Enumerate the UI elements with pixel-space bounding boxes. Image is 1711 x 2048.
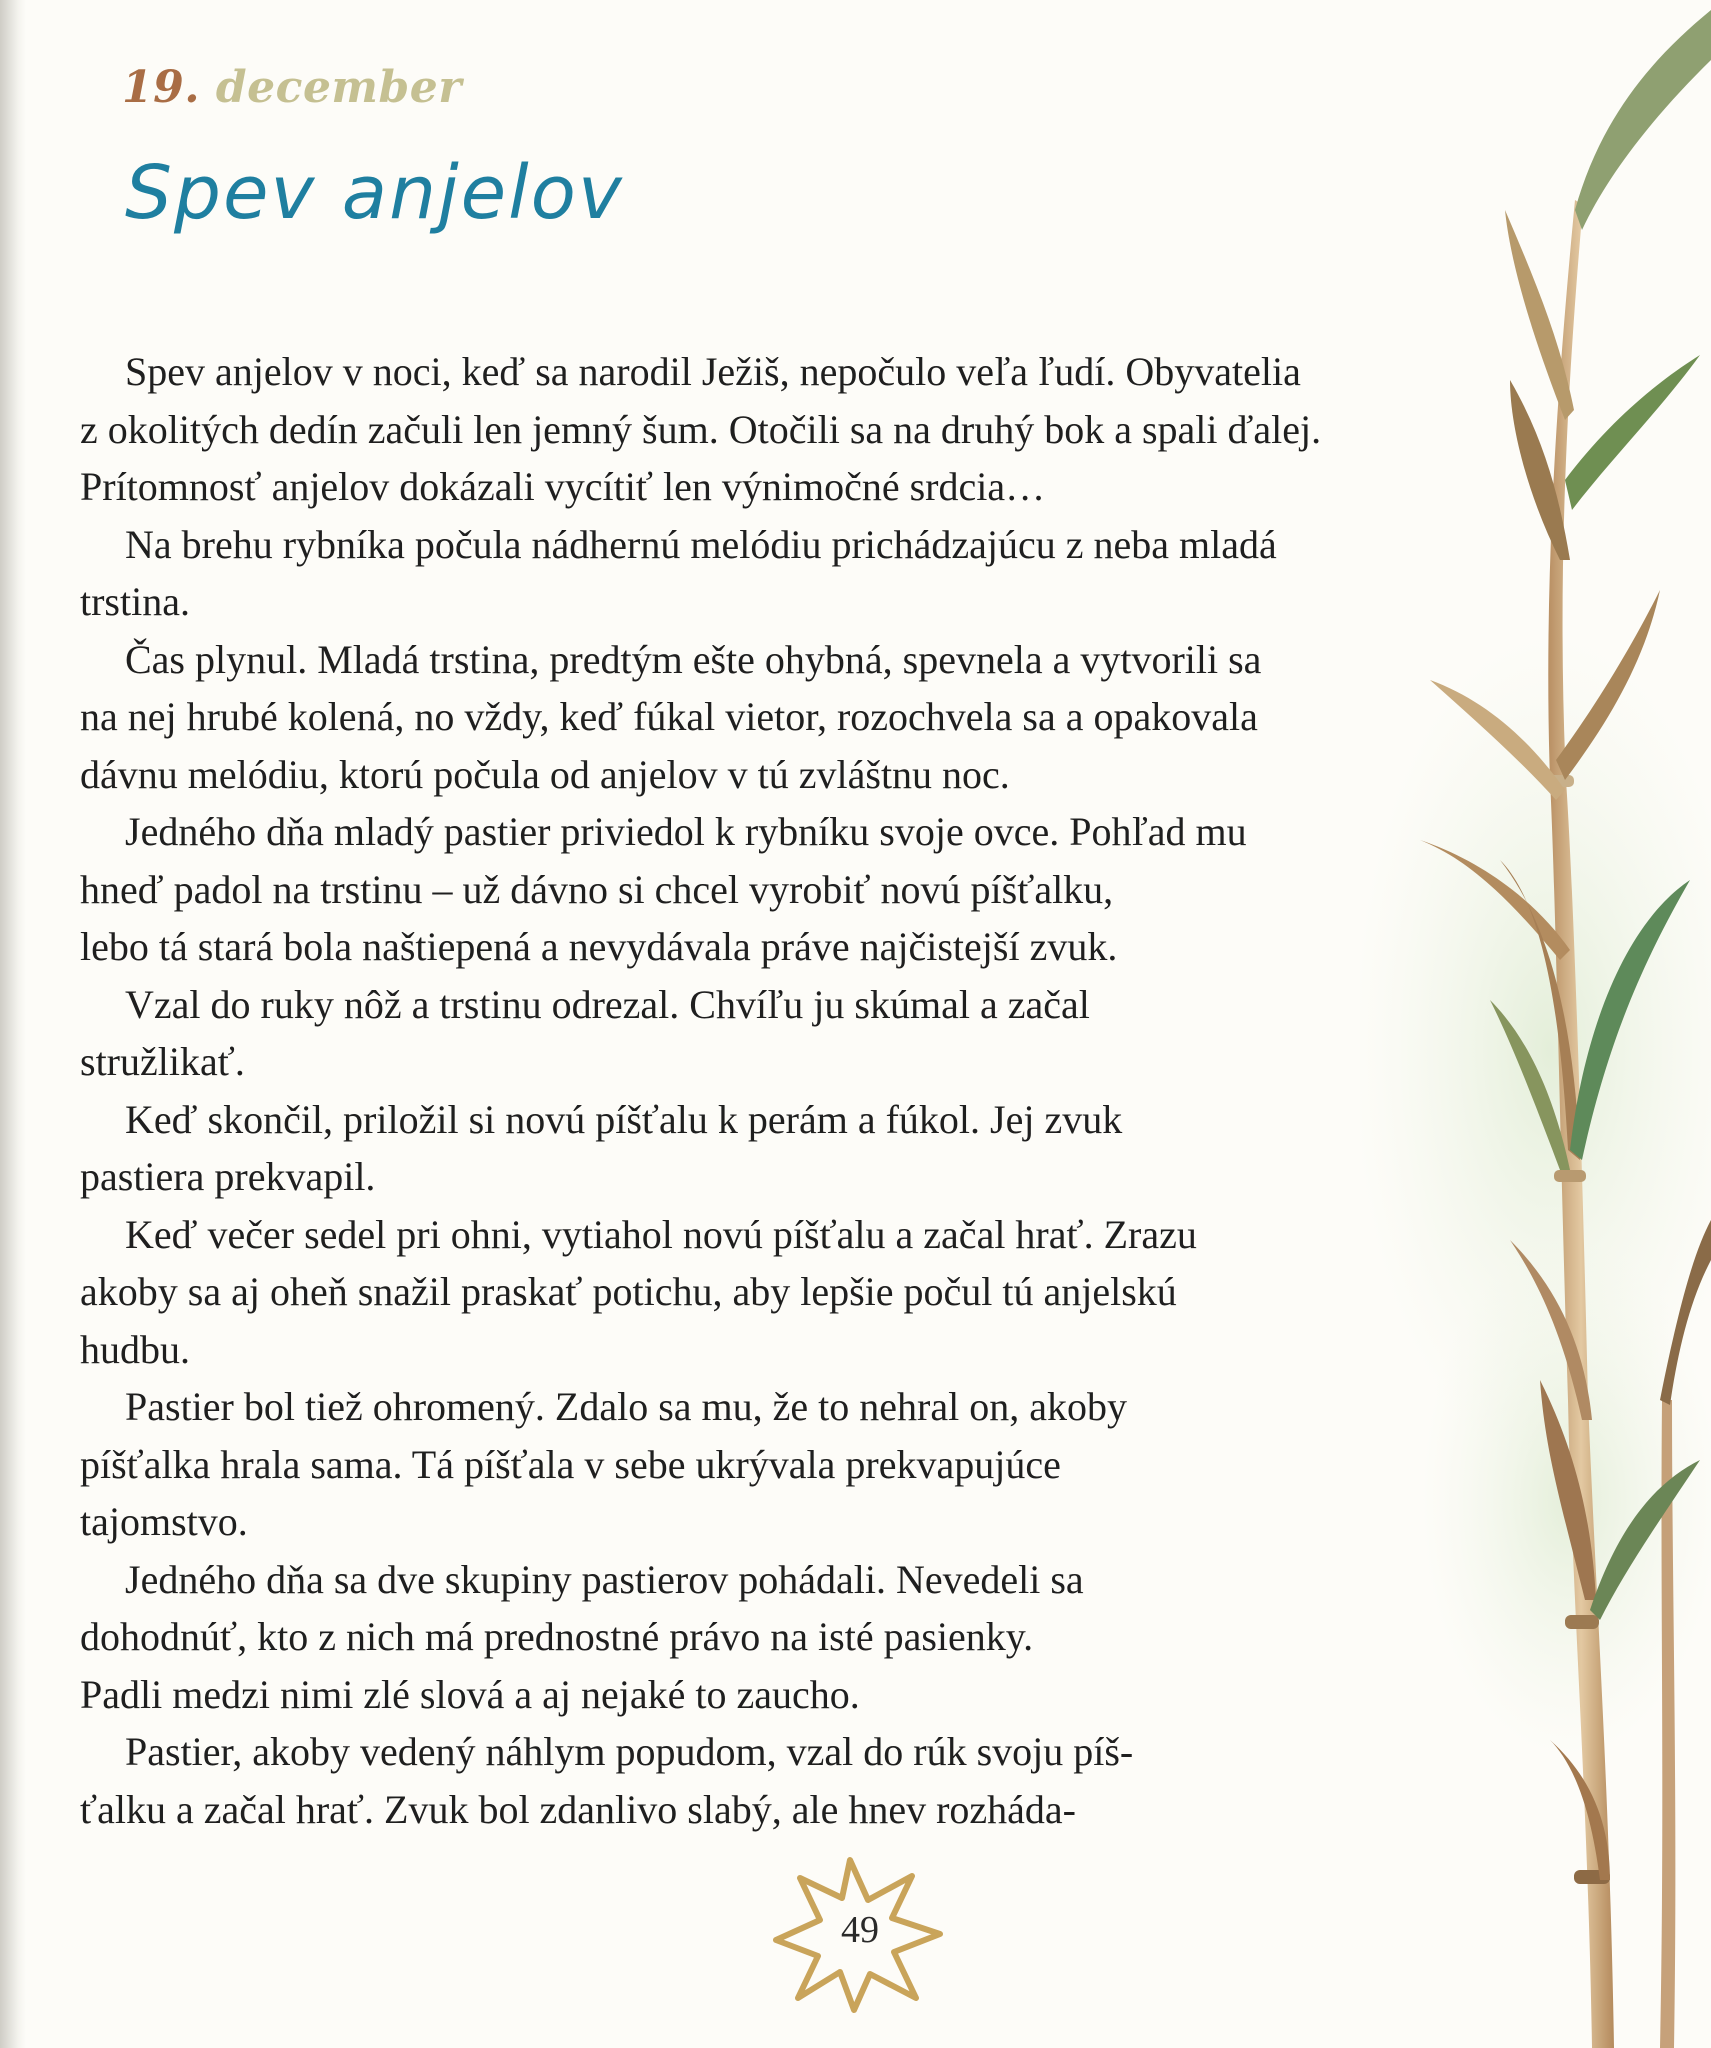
text-line: dohodnúť, kto z nich má prednostné právo na isté pasienky. (80, 1614, 1034, 1659)
text-line: stružlikať. (80, 1039, 245, 1084)
reed-illustration (1360, 0, 1711, 2048)
text-line: tajomstvo. (80, 1499, 248, 1544)
story-text (80, 343, 1525, 1838)
text-line: trstina. (80, 579, 190, 624)
text-line: Pastier, akoby vedený náhlym popudom, vzal do rúk svoju píš- (125, 1729, 1134, 1774)
text-line: lebo tá stará bola naštiepená a nevydávala práve najčistejší zvuk. (80, 924, 1118, 969)
text-line: Čas plynul. Mladá trstina, predtým ešte ohybná, spevnela a vytvorili sa (125, 636, 1262, 682)
text-line: Jedného dňa mladý pastier priviedol k rybníku svoje ovce. Pohľad mu (125, 809, 1247, 854)
chapter-title: Spev anjelov (125, 150, 624, 236)
date-header (122, 62, 462, 113)
text-line: z okolitých dedín začuli len jemný šum. Otočili sa na druhý bok a spali ďalej. (80, 406, 1322, 452)
text-line: ťalku a začal hrať. Zvuk bol zdanlivo slabý, ale hnev rozháda- (80, 1786, 1076, 1832)
text-line: pastiera prekvapil. (80, 1154, 376, 1199)
text-line: Padli medzi nimi zlé slová a aj nejaké to zaucho. (80, 1671, 860, 1717)
text-line: Vzal do ruky nôž a trstinu odrezal. Chvíľu ju skúmal a začal (125, 981, 1090, 1027)
text-line: hudbu. (80, 1326, 190, 1372)
page-number: 49 (841, 1909, 879, 1951)
text-line: Na brehu rybníka počula nádhernú melódiu prichádzajúcu z neba mladá (125, 521, 1277, 567)
text-line: Keď skončil, priložil si novú píšťalu k perám a fúkol. Jej zvuk (125, 1096, 1123, 1142)
date-month: december (215, 62, 462, 113)
text-line: hneď padol na trstinu – už dávno si chcel vyrobiť novú píšťalku, (80, 866, 1114, 912)
text-line: Jedného dňa sa dve skupiny pastierov pohádali. Nevedeli sa (125, 1556, 1084, 1602)
text-line: píšťalka hrala sama. Tá píšťala v sebe ukrývala prekvapujúce (80, 1441, 1061, 1487)
text-line: na nej hrubé kolená, no vždy, keď fúkal vietor, rozochvela sa a opakovala (80, 694, 1258, 739)
text-line: dávnu melódiu, ktorú počula od anjelov v tú zvláštnu noc. (80, 751, 1010, 797)
text-line: Prítomnosť anjelov dokázali vycítiť len výnimočné srdcia… (80, 464, 1046, 509)
text-line: Spev anjelov v noci, keď sa narodil Ježiš, nepočulo veľa ľudí. Obyvatelia (125, 349, 1301, 394)
page-gutter-shadow (0, 0, 26, 2048)
text-line: Keď večer sedel pri ohni, vytiahol novú píšťalu a začal hrať. Zrazu (125, 1211, 1197, 1257)
text-line: Pastier bol tiež ohromený. Zdalo sa mu, že to nehral on, akoby (125, 1384, 1127, 1429)
text-line: akoby sa aj oheň snažil praskať potichu, aby lepšie počul tú anjelskú (80, 1269, 1177, 1314)
date-day: 19. (122, 62, 201, 113)
